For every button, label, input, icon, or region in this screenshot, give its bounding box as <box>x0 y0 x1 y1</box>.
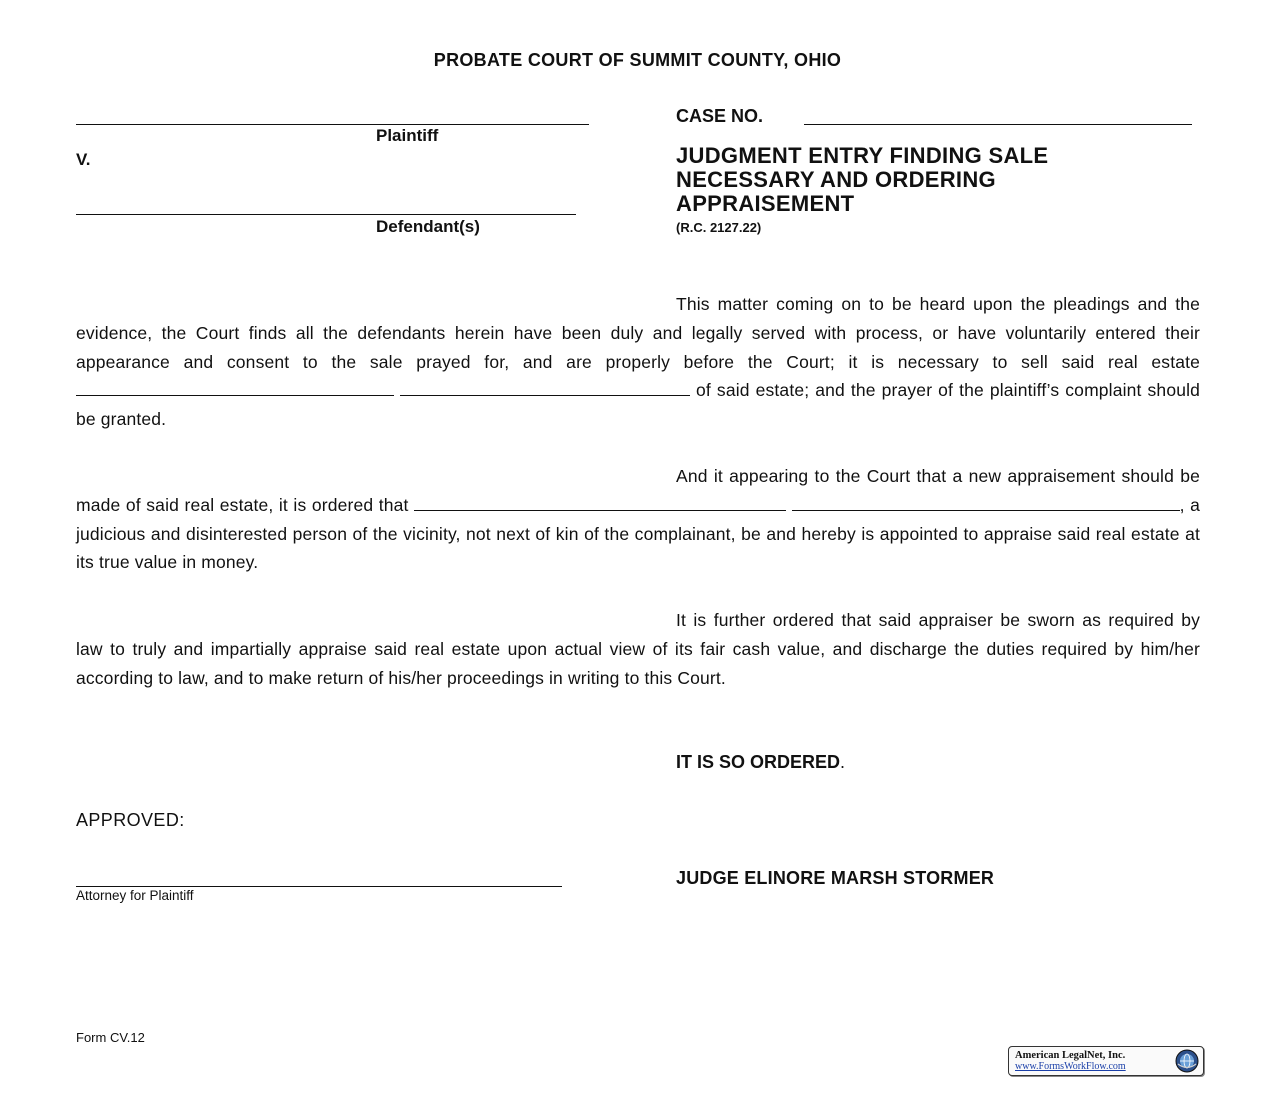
so-ordered <box>676 752 845 773</box>
defendant-name-line[interactable] <box>76 214 576 215</box>
versus-label: V. <box>76 150 91 169</box>
paragraph-findings <box>76 290 1200 434</box>
case-no-line[interactable] <box>804 124 1192 125</box>
findings-text-a: This matter coming on to be heard upon the pleadings and the evidence, the Court finds all the defendants herein have been duly and legally served with process, or have voluntarily entered their appearance and consent to the sale prayed for, and are properly before the Court; it is necessary to sell said real estate <box>76 294 1200 372</box>
sale-purpose-blank-2[interactable] <box>400 380 690 396</box>
paragraph-appraiser-duties: It is further ordered that said appraiser be sworn as required by law to truly and impartially appraise said real estate upon actual view of its fair cash value, and discharge the duties required by him/her according to law, and to make return of his/her proceedings in writing to this Court. <box>76 610 1200 688</box>
paragraph-appraisement <box>76 462 1200 577</box>
appraisement-text-b: , a judicious and disinterested person of the vicinity, not next of kin of the complainant, be and hereby is appointed to appraise said real estate at its true value in money. <box>76 494 1200 573</box>
title-line-3: APPRAISEMENT <box>676 191 855 216</box>
appraisement-text-a: And it appearing to the Court that a new appraisement should be made of said real estate, it is ordered that <box>76 466 1200 515</box>
plaintiff-label: Plaintiff <box>376 126 439 145</box>
form-number: Form CV.12 <box>76 1030 145 1045</box>
logo-website-link[interactable]: www.FormsWorkFlow.com <box>1015 1061 1126 1072</box>
judge-name: JUDGE ELINORE MARSH STORMER <box>676 868 995 888</box>
american-legalnet-logo[interactable] <box>1008 1046 1204 1076</box>
so-ordered-text: IT IS SO ORDERED <box>676 752 841 772</box>
attorney-signature-line[interactable] <box>76 886 562 887</box>
attorney-label: Attorney for Plaintiff <box>76 888 194 903</box>
logo-company-name: American LegalNet, Inc. <box>1015 1050 1126 1061</box>
title-line-1: JUDGMENT ENTRY FINDING SALE <box>676 143 1049 168</box>
appraiser-name-blank-2[interactable] <box>792 495 1180 511</box>
appraiser-name-blank-1[interactable] <box>414 495 786 511</box>
case-no-label: CASE NO. <box>676 106 764 126</box>
findings-text-b: of said estate; and the prayer of the plaintiff’s complaint should be granted. <box>76 380 1201 430</box>
court-title: PROBATE COURT OF SUMMIT COUNTY, OHIO <box>433 50 842 70</box>
sale-purpose-blank-1[interactable] <box>76 380 394 396</box>
globe-icon <box>1175 1049 1199 1073</box>
so-ordered-period: . <box>840 752 846 772</box>
plaintiff-name-line[interactable] <box>76 124 589 125</box>
document-title <box>676 144 1236 216</box>
statute-reference: (R.C. 2127.22) <box>676 220 762 235</box>
title-line-2: NECESSARY AND ORDERING <box>676 167 996 192</box>
approved-label: APPROVED: <box>76 810 185 830</box>
defendant-label: Defendant(s) <box>376 217 480 236</box>
